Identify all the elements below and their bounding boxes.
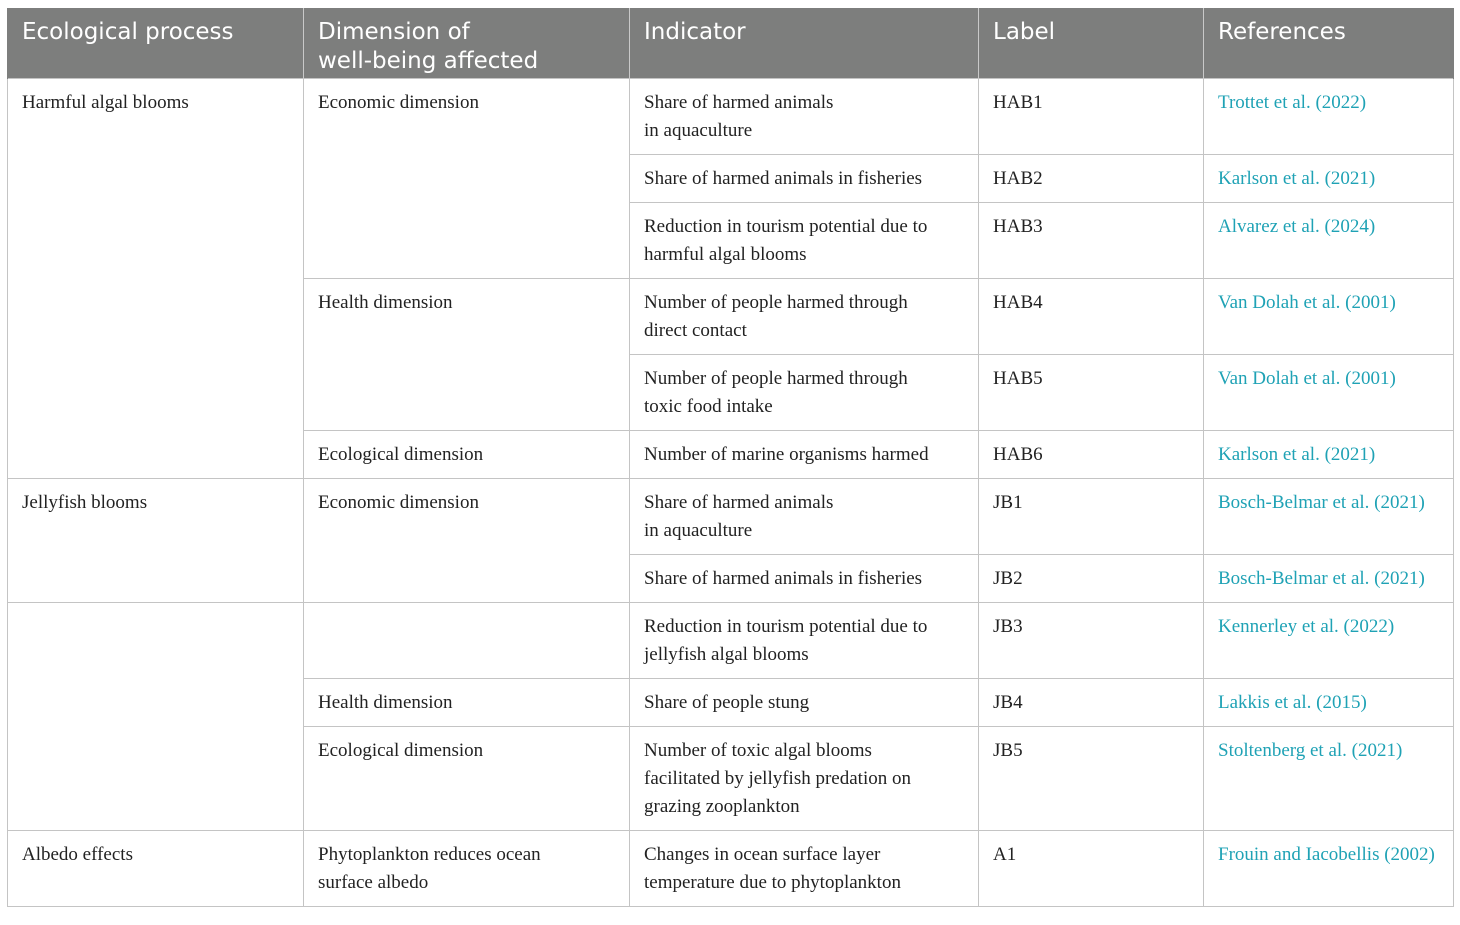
dimension-line: Phytoplankton reduces ocean <box>318 843 541 865</box>
label-cell: HAB5 <box>979 354 1204 430</box>
reference-link[interactable]: Lakkis et al. (2015) <box>1204 678 1454 726</box>
dimension-cell: Health dimension <box>304 678 630 726</box>
dimension-cell <box>304 830 630 906</box>
indicator-line: Share of harmed animals <box>644 491 834 513</box>
indicator-line: in aquaculture <box>644 519 753 541</box>
table-row <box>8 830 1454 906</box>
process-cell: Harmful algal blooms <box>8 78 304 478</box>
table-header <box>8 8 1454 78</box>
label-cell: JB5 <box>979 726 1204 830</box>
dimension-cell: Ecological dimension <box>304 430 630 478</box>
process-cell: Albedo effects <box>8 830 304 906</box>
label-cell: A1 <box>979 830 1204 906</box>
label-cell: HAB6 <box>979 430 1204 478</box>
reference-link[interactable]: Stoltenberg et al. (2021) <box>1204 726 1454 830</box>
table-row <box>8 78 1454 154</box>
reference-link[interactable]: Bosch-Belmar et al. (2021) <box>1204 554 1454 602</box>
header-dimension <box>304 8 630 78</box>
label-cell: HAB3 <box>979 202 1204 278</box>
indicator-line: Number of toxic algal blooms <box>644 739 872 761</box>
header-label: Label <box>979 8 1204 78</box>
dimension-line: surface albedo <box>318 871 429 893</box>
indicator-line: temperature due to phytoplankton <box>644 871 901 893</box>
reference-link[interactable]: Karlson et al. (2021) <box>1204 430 1454 478</box>
indicator-cell <box>630 78 979 154</box>
dimension-cell-empty <box>304 602 630 678</box>
header-ecological-process: Ecological process <box>8 8 304 78</box>
indicator-line: grazing zooplankton <box>644 795 800 817</box>
indicator-cell <box>630 830 979 906</box>
indicator-line: Reduction in tourism potential due to <box>644 615 928 637</box>
indicator-line: Number of people harmed through <box>644 291 908 313</box>
table-row <box>8 478 1454 554</box>
header-indicator: Indicator <box>630 8 979 78</box>
indicator-cell: Share of people stung <box>630 678 979 726</box>
indicator-table <box>7 8 1454 907</box>
process-cell-empty <box>8 602 304 830</box>
indicator-line: Reduction in tourism potential due to <box>644 215 928 237</box>
header-references: References <box>1204 8 1454 78</box>
indicator-cell: Share of harmed animals in fisheries <box>630 554 979 602</box>
indicator-cell <box>630 478 979 554</box>
indicator-cell: Number of marine organisms harmed <box>630 430 979 478</box>
dimension-cell: Economic dimension <box>304 478 630 602</box>
process-cell: Jellyfish blooms <box>8 478 304 602</box>
dimension-cell: Health dimension <box>304 278 630 430</box>
label-cell: JB4 <box>979 678 1204 726</box>
indicator-line: in aquaculture <box>644 119 753 141</box>
reference-link[interactable]: Frouin and Iacobellis (2002) <box>1204 830 1454 906</box>
label-cell: JB1 <box>979 478 1204 554</box>
reference-link[interactable]: Van Dolah et al. (2001) <box>1204 354 1454 430</box>
label-cell: JB2 <box>979 554 1204 602</box>
header-dimension-line2: well-being affected <box>318 48 539 74</box>
header-dimension-line1: Dimension of <box>318 19 470 45</box>
dimension-cell: Economic dimension <box>304 78 630 278</box>
reference-link[interactable]: Van Dolah et al. (2001) <box>1204 278 1454 354</box>
reference-link[interactable]: Kennerley et al. (2022) <box>1204 602 1454 678</box>
indicator-line: jellyfish algal blooms <box>644 643 809 665</box>
dimension-cell: Ecological dimension <box>304 726 630 830</box>
label-cell: HAB2 <box>979 154 1204 202</box>
label-cell: JB3 <box>979 602 1204 678</box>
header-row <box>8 8 1454 78</box>
indicator-cell <box>630 278 979 354</box>
label-cell: HAB4 <box>979 278 1204 354</box>
table-body <box>8 78 1454 906</box>
indicator-line: Changes in ocean surface layer <box>644 843 881 865</box>
indicator-cell <box>630 202 979 278</box>
indicator-line: Number of people harmed through <box>644 367 908 389</box>
indicator-line: facilitated by jellyfish predation on <box>644 767 911 789</box>
indicator-line: toxic food intake <box>644 395 773 417</box>
label-cell: HAB1 <box>979 78 1204 154</box>
indicator-cell <box>630 726 979 830</box>
indicator-line: Share of harmed animals <box>644 91 834 113</box>
reference-link[interactable]: Karlson et al. (2021) <box>1204 154 1454 202</box>
table-row <box>8 602 1454 678</box>
indicator-line: direct contact <box>644 319 747 341</box>
reference-link[interactable]: Bosch-Belmar et al. (2021) <box>1204 478 1454 554</box>
indicator-line: harmful algal blooms <box>644 243 807 265</box>
reference-link[interactable]: Alvarez et al. (2024) <box>1204 202 1454 278</box>
indicator-cell <box>630 354 979 430</box>
indicator-cell: Share of harmed animals in fisheries <box>630 154 979 202</box>
reference-link[interactable]: Trottet et al. (2022) <box>1204 78 1454 154</box>
indicator-cell <box>630 602 979 678</box>
